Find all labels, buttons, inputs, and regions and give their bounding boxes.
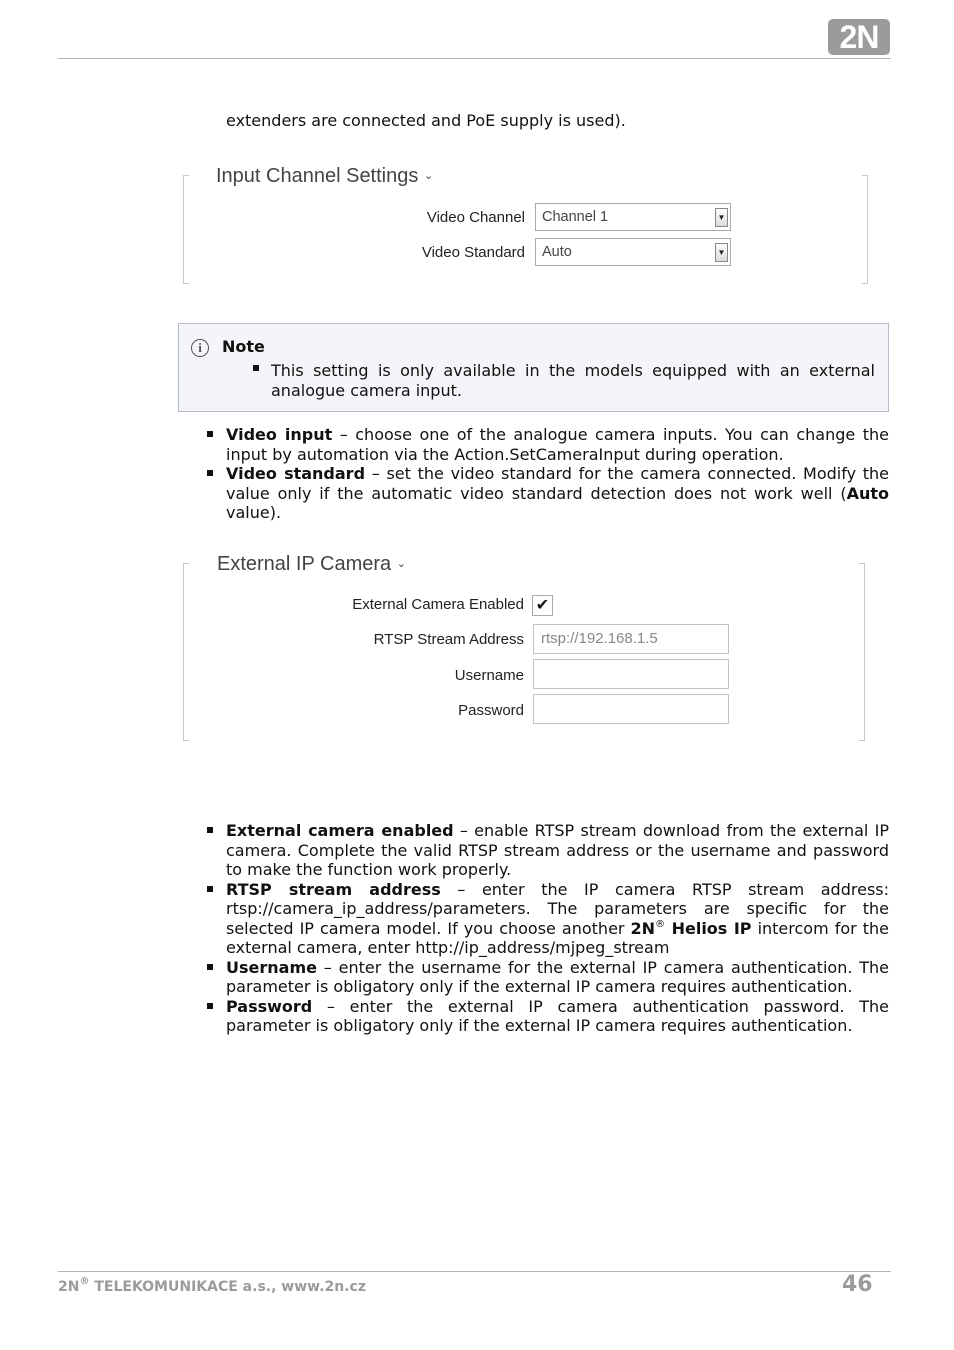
bullet-icon bbox=[207, 886, 213, 892]
list-term: Video input bbox=[226, 425, 333, 444]
bullet-icon bbox=[253, 365, 259, 371]
username-label: Username bbox=[454, 667, 524, 684]
video-channel-select[interactable] bbox=[535, 203, 731, 231]
external-camera-title[interactable] bbox=[215, 553, 408, 576]
footer-company-text: TELEKOMUNIKACE a.s., www.2n.cz bbox=[89, 1279, 366, 1295]
footer-company bbox=[58, 1276, 366, 1295]
footer-registered-mark: ® bbox=[79, 1276, 90, 1287]
list-text: – enter the external IP camera authentication password. The parameter is obligatory only if the external IP camera requires authentication. bbox=[226, 996, 889, 1035]
list-term: Password bbox=[226, 996, 313, 1016]
list-text: – enter the IP camera RTSP stream address: rtsp://camera_ip_address/parameters. The parameters are specific for the selected IP camera model. If you choose another bbox=[226, 879, 890, 938]
list-text: – enter the username for the external IP camera authentication. The parameter is obligatory only if the external IP camera requires authentication. bbox=[226, 957, 889, 996]
list-text: – enable RTSP stream download from the external IP camera. Complete the valid RTSP stream address or the username and password to make the function work properly. bbox=[226, 821, 889, 879]
external-camera-title-text: External IP Camera bbox=[217, 553, 392, 575]
settings-list-1 bbox=[226, 425, 889, 523]
list-text-tail: value). bbox=[226, 503, 282, 522]
list-item bbox=[226, 880, 889, 958]
checkmark-icon: ✔ bbox=[535, 595, 550, 614]
video-standard-value: Auto bbox=[542, 244, 572, 260]
footer-divider bbox=[58, 1271, 891, 1272]
registered-mark: ® bbox=[655, 918, 666, 930]
external-camera-enabled-label: External Camera Enabled bbox=[352, 596, 524, 613]
list-term: Username bbox=[226, 957, 317, 977]
video-channel-label: Video Channel bbox=[426, 209, 525, 226]
external-camera-panel bbox=[183, 563, 865, 741]
password-label: Password bbox=[458, 702, 524, 719]
list-term: RTSP stream address bbox=[226, 879, 441, 899]
chevron-down-icon: ⌄ bbox=[423, 170, 434, 182]
bullet-icon bbox=[207, 431, 213, 437]
list-term: Video standard bbox=[226, 464, 366, 483]
username-input[interactable] bbox=[533, 659, 729, 689]
list-item bbox=[226, 821, 889, 880]
footer-brand: 2N bbox=[58, 1279, 80, 1295]
info-icon: i bbox=[191, 339, 209, 357]
list-term-value: Auto bbox=[846, 483, 889, 503]
bullet-icon bbox=[207, 964, 213, 970]
note-box bbox=[178, 323, 889, 412]
list-item bbox=[226, 997, 889, 1036]
external-camera-enabled-checkbox[interactable] bbox=[532, 595, 553, 616]
brand-logo: 2N bbox=[828, 19, 890, 55]
page-number: 46 bbox=[842, 1272, 873, 1297]
input-channel-title[interactable] bbox=[214, 165, 435, 188]
list-term: External camera enabled bbox=[226, 821, 454, 840]
video-standard-select[interactable] bbox=[535, 238, 731, 266]
rtsp-address-label: RTSP Stream Address bbox=[373, 631, 524, 648]
header-divider bbox=[58, 58, 891, 59]
note-heading: Note bbox=[222, 337, 265, 356]
rtsp-address-placeholder: rtsp://192.168.1.5 bbox=[541, 630, 658, 647]
list-item bbox=[226, 464, 889, 523]
note-text: This setting is only available in the models equipped with an external analogue camera input. bbox=[271, 361, 875, 400]
product-name: Helios IP bbox=[665, 918, 752, 938]
input-channel-title-text: Input Channel Settings bbox=[216, 165, 419, 187]
list-text: – set the video standard for the camera connected. Modify the value only if the automatic video standard detection does not work well ( bbox=[226, 464, 890, 503]
dropdown-arrow-icon[interactable]: ▼ bbox=[715, 243, 728, 262]
password-input[interactable] bbox=[533, 694, 729, 724]
settings-list-2 bbox=[226, 821, 889, 1036]
list-text-tail: intercom for the external camera, enter http://ip_address/mjpeg_stream bbox=[226, 918, 890, 957]
list-text: – choose one of the analogue camera inputs. You can change the input by automation via the Action.SetCameraInput during operation. bbox=[226, 425, 889, 464]
video-standard-label: Video Standard bbox=[421, 244, 525, 261]
list-item bbox=[226, 958, 889, 997]
video-channel-value: Channel 1 bbox=[542, 209, 609, 225]
list-item bbox=[226, 425, 889, 464]
bullet-icon bbox=[207, 470, 213, 476]
intro-text: extenders are connected and PoE supply is used). bbox=[226, 111, 626, 130]
brand-name: 2N bbox=[630, 918, 656, 938]
bullet-icon bbox=[207, 1003, 213, 1009]
bullet-icon bbox=[207, 827, 213, 833]
dropdown-arrow-icon[interactable]: ▼ bbox=[715, 208, 728, 227]
rtsp-address-input[interactable] bbox=[533, 624, 729, 654]
input-channel-panel bbox=[183, 175, 868, 284]
chevron-down-icon: ⌄ bbox=[396, 558, 406, 570]
